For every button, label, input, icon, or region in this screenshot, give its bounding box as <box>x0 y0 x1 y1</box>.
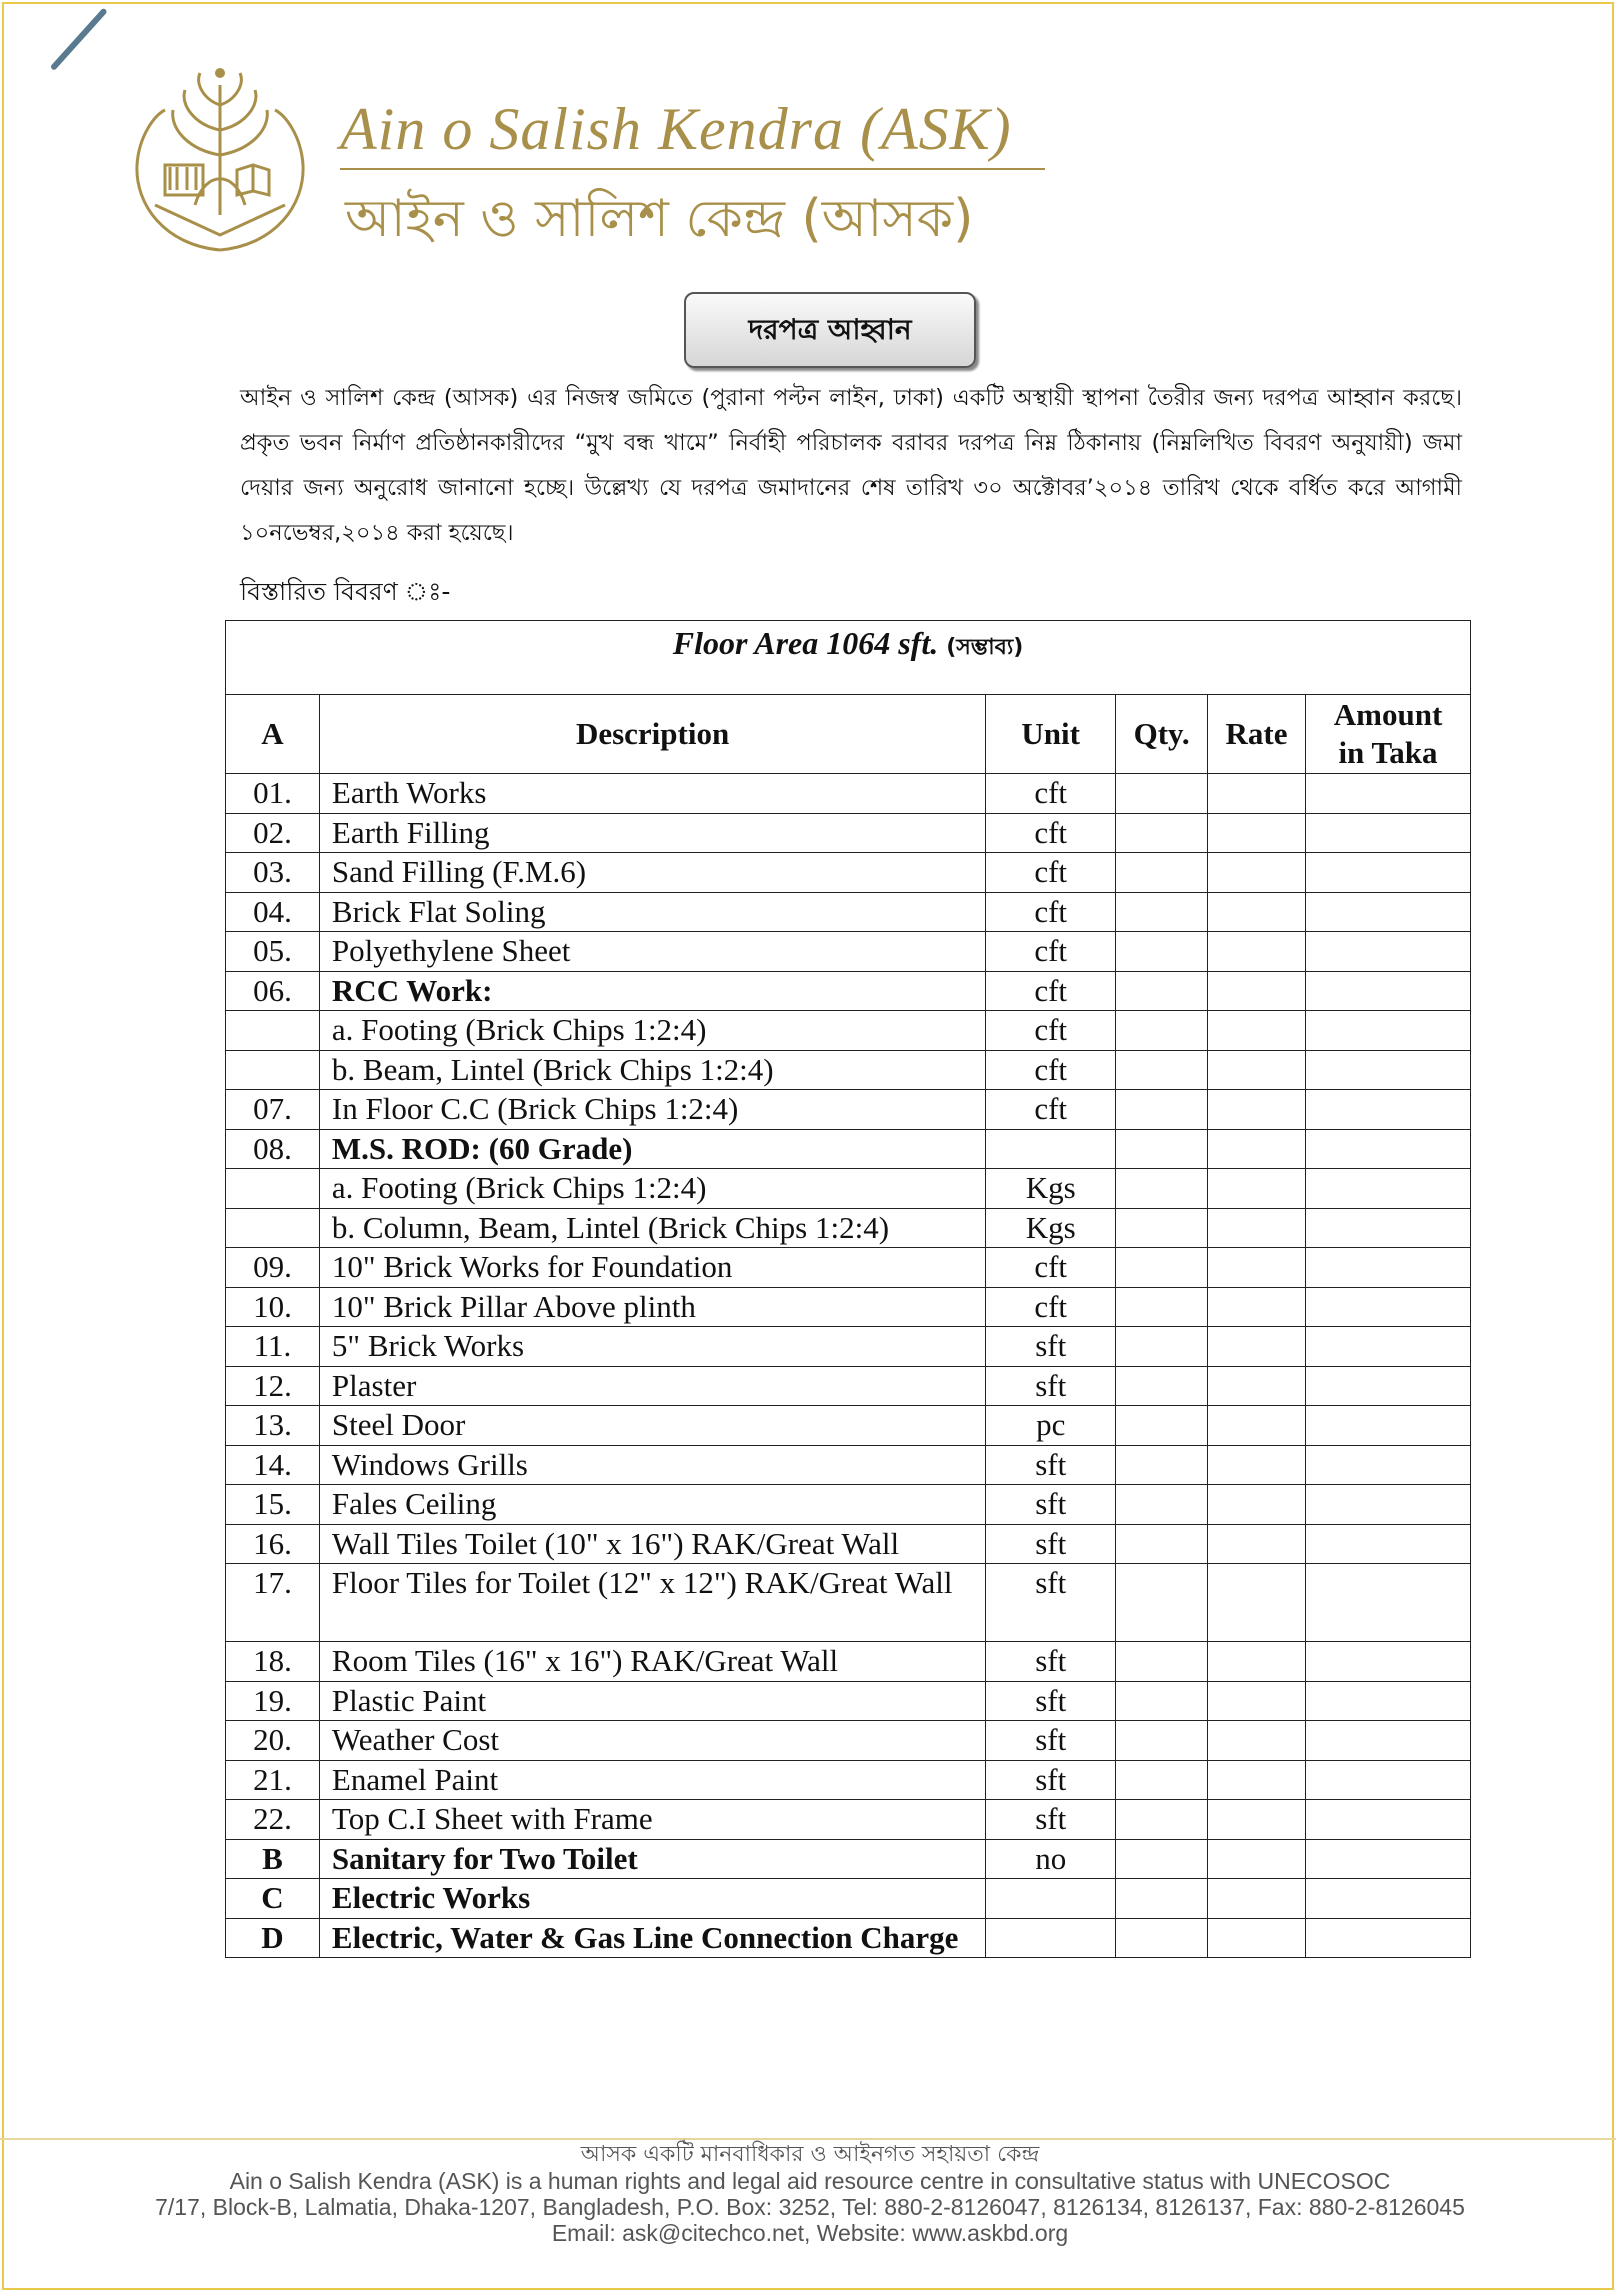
row-description: Plastic Paint <box>319 1681 985 1721</box>
row-unit: cft <box>986 774 1116 814</box>
row-number: 18. <box>226 1642 320 1682</box>
row-description: Floor Tiles for Toilet (12" x 12") RAK/Great Wall <box>319 1564 985 1642</box>
table-row <box>226 853 1471 893</box>
row-number: 05. <box>226 932 320 972</box>
row-amount <box>1306 1208 1471 1248</box>
row-rate <box>1208 1208 1306 1248</box>
row-amount <box>1306 1169 1471 1209</box>
row-amount <box>1306 1366 1471 1406</box>
row-unit: sft <box>986 1721 1116 1761</box>
footer-line-2: 7/17, Block-B, Lalmatia, Dhaka-1207, Bangladesh, P.O. Box: 3252, Tel: 880-2-8126047, 8126134, 8126137, Fax: 880-2-8126045 <box>155 2194 1465 2220</box>
row-unit: cft <box>986 1090 1116 1130</box>
table-row <box>226 813 1471 853</box>
row-number: 02. <box>226 813 320 853</box>
row-rate <box>1208 1564 1306 1642</box>
row-number: 15. <box>226 1485 320 1525</box>
row-number: 13. <box>226 1406 320 1446</box>
row-qty <box>1116 1839 1208 1879</box>
row-qty <box>1116 1050 1208 1090</box>
row-number: 11. <box>226 1327 320 1367</box>
row-description: 10" Brick Works for Foundation <box>319 1248 985 1288</box>
row-amount <box>1306 1879 1471 1919</box>
row-amount <box>1306 1918 1471 1958</box>
table-row <box>226 1366 1471 1406</box>
row-description: Windows Grills <box>319 1445 985 1485</box>
row-amount <box>1306 932 1471 972</box>
table-row <box>226 932 1471 972</box>
row-number <box>226 1050 320 1090</box>
row-amount <box>1306 1050 1471 1090</box>
row-rate <box>1208 1642 1306 1682</box>
row-amount <box>1306 1090 1471 1130</box>
table-header-row <box>226 695 1471 774</box>
row-number: 09. <box>226 1248 320 1288</box>
row-qty <box>1116 1485 1208 1525</box>
row-number: 06. <box>226 971 320 1011</box>
header-divider <box>340 168 1045 170</box>
table-title-note: (সম্ভাব্য) <box>946 635 1024 660</box>
table-row <box>226 1918 1471 1958</box>
row-amount <box>1306 1642 1471 1682</box>
row-unit: cft <box>986 1050 1116 1090</box>
row-amount <box>1306 1248 1471 1288</box>
table-row <box>226 1090 1471 1130</box>
row-number: 21. <box>226 1760 320 1800</box>
table-title <box>226 621 1471 695</box>
row-description: RCC Work: <box>319 971 985 1011</box>
row-amount <box>1306 1524 1471 1564</box>
row-number: 17. <box>226 1564 320 1642</box>
row-qty <box>1116 1800 1208 1840</box>
row-unit: sft <box>986 1564 1116 1642</box>
row-qty <box>1116 1011 1208 1051</box>
row-description: a. Footing (Brick Chips 1:2:4) <box>319 1011 985 1051</box>
row-unit: cft <box>986 853 1116 893</box>
row-rate <box>1208 1839 1306 1879</box>
footer <box>0 2142 1620 2246</box>
row-rate <box>1208 1129 1306 1169</box>
row-qty <box>1116 1918 1208 1958</box>
row-rate <box>1208 1879 1306 1919</box>
row-rate <box>1208 1090 1306 1130</box>
row-unit: cft <box>986 813 1116 853</box>
table-row <box>226 1564 1471 1642</box>
row-amount <box>1306 1681 1471 1721</box>
row-qty <box>1116 932 1208 972</box>
row-description: Electric Works <box>319 1879 985 1919</box>
row-amount <box>1306 813 1471 853</box>
table-row <box>226 1327 1471 1367</box>
row-number: D <box>226 1918 320 1958</box>
table-row <box>226 1721 1471 1761</box>
row-description: M.S. ROD: (60 Grade) <box>319 1129 985 1169</box>
row-unit: pc <box>986 1406 1116 1446</box>
row-qty <box>1116 1642 1208 1682</box>
row-amount <box>1306 1406 1471 1446</box>
row-number: 12. <box>226 1366 320 1406</box>
row-description: Enamel Paint <box>319 1760 985 1800</box>
row-qty <box>1116 774 1208 814</box>
row-unit <box>986 1129 1116 1169</box>
row-description: Weather Cost <box>319 1721 985 1761</box>
row-number: 22. <box>226 1800 320 1840</box>
row-description: Sanitary for Two Toilet <box>319 1839 985 1879</box>
org-name-english: Ain o Salish Kendra (ASK) <box>340 96 1012 162</box>
row-qty <box>1116 1366 1208 1406</box>
row-qty <box>1116 1681 1208 1721</box>
row-amount <box>1306 853 1471 893</box>
footer-divider <box>0 2138 1616 2140</box>
row-qty <box>1116 1090 1208 1130</box>
row-unit: sft <box>986 1524 1116 1564</box>
row-qty <box>1116 1208 1208 1248</box>
ask-logo <box>125 55 315 270</box>
org-name-bangla: আইন ও সালিশ কেন্দ্র (আসক) <box>345 189 974 249</box>
row-amount <box>1306 1287 1471 1327</box>
row-number: 19. <box>226 1681 320 1721</box>
notice-body: আইন ও সালিশ কেন্দ্র (আসক) এর নিজস্ব জমিতে (পুরানা পল্টন লাইন, ঢাকা) একটি অস্থায়ী স্থাপনা তৈরীর জন্য দরপত্র আহ্বান করছে। প্রকৃত ভবন নির্মাণ প্রতিষ্ঠানকারীদের “মুখ বন্ধ খামে” নির্বাহী পরিচালক বরাবর দরপত্র নিম্ন ঠিকানায় (নিম্নলিখিত বিবরণ অনুযায়ী) জমা দেয়ার জন্য অনুরোধ জানানো হচ্ছে। উল্লেখ্য যে দরপত্র জমাদানের শেষ তারিখ ৩০ অক্টোবর’২০১৪ তারিখ থেকে বর্ধিত করে আগামী ১০নভেম্বর,২০১৪ করা হয়েছে। <box>240 385 1462 546</box>
row-amount <box>1306 1800 1471 1840</box>
row-unit: sft <box>986 1800 1116 1840</box>
row-description: Fales Ceiling <box>319 1485 985 1525</box>
row-unit: sft <box>986 1642 1116 1682</box>
row-rate <box>1208 1327 1306 1367</box>
row-qty <box>1116 1445 1208 1485</box>
row-number: 10. <box>226 1287 320 1327</box>
row-unit <box>986 1879 1116 1919</box>
row-rate <box>1208 1445 1306 1485</box>
row-amount <box>1306 971 1471 1011</box>
row-unit: sft <box>986 1445 1116 1485</box>
row-rate <box>1208 1248 1306 1288</box>
row-rate <box>1208 892 1306 932</box>
row-amount <box>1306 1445 1471 1485</box>
row-qty <box>1116 1721 1208 1761</box>
table-row <box>226 1839 1471 1879</box>
row-unit: cft <box>986 892 1116 932</box>
row-qty <box>1116 1524 1208 1564</box>
row-number: 03. <box>226 853 320 893</box>
footer-line-3: Email: ask@citechco.net, Website: www.askbd.org <box>551 2220 1069 2246</box>
bill-of-quantities-table <box>225 620 1471 1958</box>
row-amount <box>1306 1721 1471 1761</box>
row-number: 14. <box>226 1445 320 1485</box>
row-number: 07. <box>226 1090 320 1130</box>
row-unit <box>986 1918 1116 1958</box>
row-description: a. Footing (Brick Chips 1:2:4) <box>319 1169 985 1209</box>
row-amount <box>1306 1327 1471 1367</box>
row-qty <box>1116 853 1208 893</box>
row-amount <box>1306 774 1471 814</box>
row-number: 16. <box>226 1524 320 1564</box>
row-amount <box>1306 1129 1471 1169</box>
table-row <box>226 1287 1471 1327</box>
header-description: Description <box>319 695 985 774</box>
table-row <box>226 1248 1471 1288</box>
table-title-text: Floor Area 1064 sft. <box>672 625 939 661</box>
header-amount-line2: in Taka <box>1338 735 1438 770</box>
row-number: 08. <box>226 1129 320 1169</box>
row-qty <box>1116 971 1208 1011</box>
table-row <box>226 1642 1471 1682</box>
row-unit: Kgs <box>986 1169 1116 1209</box>
details-label: বিস্তারিত বিবরণ ঃ- <box>240 577 451 606</box>
row-rate <box>1208 1721 1306 1761</box>
row-unit: cft <box>986 971 1116 1011</box>
table-row <box>226 1760 1471 1800</box>
table-row <box>226 1800 1471 1840</box>
row-description: Earth Works <box>319 774 985 814</box>
row-rate <box>1208 1681 1306 1721</box>
row-amount <box>1306 1485 1471 1525</box>
row-qty <box>1116 1760 1208 1800</box>
row-unit: sft <box>986 1760 1116 1800</box>
table-row <box>226 1406 1471 1446</box>
row-qty <box>1116 813 1208 853</box>
row-amount <box>1306 1011 1471 1051</box>
row-description: Earth Filling <box>319 813 985 853</box>
row-unit: cft <box>986 932 1116 972</box>
table-row <box>226 1524 1471 1564</box>
row-rate <box>1208 853 1306 893</box>
header-amount <box>1306 695 1471 774</box>
row-unit: cft <box>986 1248 1116 1288</box>
row-amount <box>1306 1839 1471 1879</box>
table-title-row <box>226 621 1471 695</box>
row-qty <box>1116 1879 1208 1919</box>
row-qty <box>1116 892 1208 932</box>
row-amount <box>1306 892 1471 932</box>
row-rate <box>1208 774 1306 814</box>
table-row <box>226 1485 1471 1525</box>
row-qty <box>1116 1406 1208 1446</box>
row-unit: sft <box>986 1485 1116 1525</box>
row-description: Electric, Water & Gas Line Connection Charge <box>319 1918 985 1958</box>
row-rate <box>1208 1800 1306 1840</box>
row-description: 5" Brick Works <box>319 1327 985 1367</box>
row-qty <box>1116 1169 1208 1209</box>
row-description: b. Beam, Lintel (Brick Chips 1:2:4) <box>319 1050 985 1090</box>
row-number <box>226 1208 320 1248</box>
row-qty <box>1116 1564 1208 1642</box>
row-description: Room Tiles (16" x 16") RAK/Great Wall <box>319 1642 985 1682</box>
row-unit: sft <box>986 1327 1116 1367</box>
table-row <box>226 1169 1471 1209</box>
row-rate <box>1208 1287 1306 1327</box>
row-rate <box>1208 813 1306 853</box>
row-unit: cft <box>986 1011 1116 1051</box>
row-unit: sft <box>986 1366 1116 1406</box>
row-rate <box>1208 1918 1306 1958</box>
header-rate: Rate <box>1208 695 1306 774</box>
row-unit: no <box>986 1839 1116 1879</box>
row-description: Top C.I Sheet with Frame <box>319 1800 985 1840</box>
row-number: 20. <box>226 1721 320 1761</box>
row-unit: cft <box>986 1287 1116 1327</box>
row-unit: Kgs <box>986 1208 1116 1248</box>
row-description: In Floor C.C (Brick Chips 1:2:4) <box>319 1090 985 1130</box>
table-row <box>226 971 1471 1011</box>
row-rate <box>1208 971 1306 1011</box>
row-rate <box>1208 1485 1306 1525</box>
row-rate <box>1208 1406 1306 1446</box>
row-rate <box>1208 1760 1306 1800</box>
row-number <box>226 1169 320 1209</box>
row-description: Steel Door <box>319 1406 985 1446</box>
row-unit: sft <box>986 1681 1116 1721</box>
table-row <box>226 1208 1471 1248</box>
row-description: Polyethylene Sheet <box>319 932 985 972</box>
row-rate <box>1208 1169 1306 1209</box>
row-description: 10" Brick Pillar Above plinth <box>319 1287 985 1327</box>
row-qty <box>1116 1287 1208 1327</box>
table-row <box>226 1445 1471 1485</box>
row-number: 04. <box>226 892 320 932</box>
header-amount-line1: Amount <box>1333 697 1443 732</box>
row-rate <box>1208 1366 1306 1406</box>
row-description: Brick Flat Soling <box>319 892 985 932</box>
row-description: b. Column, Beam, Lintel (Brick Chips 1:2:4) <box>319 1208 985 1248</box>
row-number <box>226 1011 320 1051</box>
row-amount <box>1306 1760 1471 1800</box>
table-row <box>226 1050 1471 1090</box>
table-row <box>226 774 1471 814</box>
row-rate <box>1208 1524 1306 1564</box>
header-qty: Qty. <box>1116 695 1208 774</box>
notice-heading: দরপত্র আহ্বান <box>684 292 976 368</box>
row-amount <box>1306 1564 1471 1642</box>
row-qty <box>1116 1248 1208 1288</box>
header-a: A <box>226 695 320 774</box>
footer-line-1: Ain o Salish Kendra (ASK) is a human rights and legal aid resource centre in consultative status with UNECOSOC <box>229 2168 1391 2194</box>
row-description: Plaster <box>319 1366 985 1406</box>
table-row <box>226 1681 1471 1721</box>
row-number: B <box>226 1839 320 1879</box>
table-row <box>226 1011 1471 1051</box>
footer-line-bangla: আসক একটি মানবাধিকার ও আইনগত সহায়তা কেন্দ্র <box>580 2142 1040 2167</box>
row-qty <box>1116 1129 1208 1169</box>
header-unit: Unit <box>986 695 1116 774</box>
table-row <box>226 1129 1471 1169</box>
row-rate <box>1208 1011 1306 1051</box>
table-row <box>226 1879 1471 1919</box>
row-description: Wall Tiles Toilet (10" x 16") RAK/Great Wall <box>319 1524 985 1564</box>
row-number: C <box>226 1879 320 1919</box>
row-rate <box>1208 932 1306 972</box>
row-qty <box>1116 1327 1208 1367</box>
row-number: 01. <box>226 774 320 814</box>
table-row <box>226 892 1471 932</box>
row-description: Sand Filling (F.M.6) <box>319 853 985 893</box>
row-rate <box>1208 1050 1306 1090</box>
